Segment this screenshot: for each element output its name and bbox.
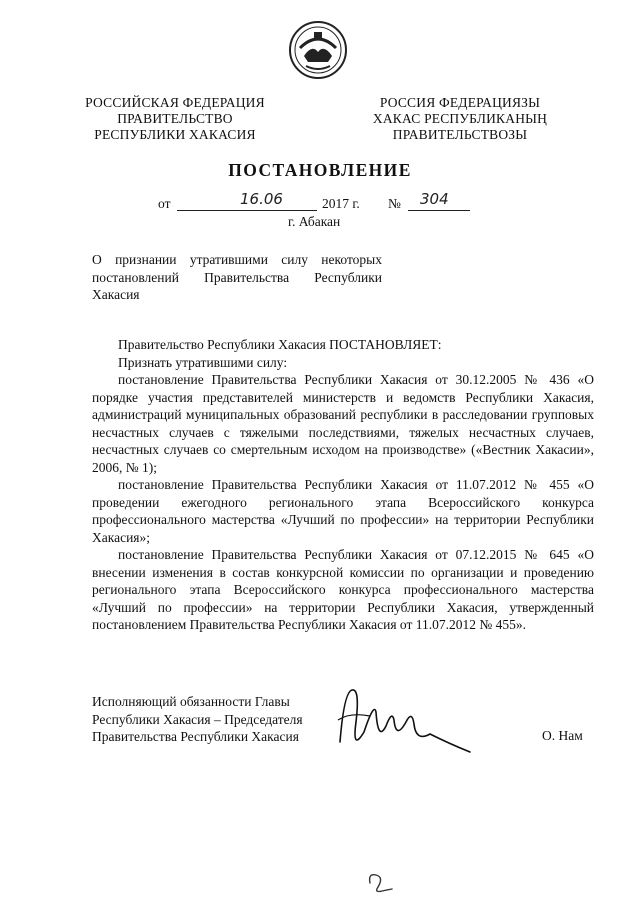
number-handwritten: 304: [420, 190, 449, 208]
document-title: ПОСТАНОВЛЕНИЕ: [228, 160, 412, 180]
date-year: 2017 г.: [322, 196, 360, 211]
body-paragraph: постановление Правительства Республики Хакасия от 07.12.2015 № 645 «О внесении изменения в состав конкурсной комиссии по организации и проведению регионального этапа Всероссийского конкурса профессионального мастерства «Лучший по профессии» на территории Республики Хакасия, утвержденный постановлением Правительства Республики Хакасия от 11.07.2012 № 455».: [92, 547, 594, 632]
header-left: [70, 95, 280, 143]
subject-block: [92, 251, 382, 304]
body-paragraph: Признать утратившими силу:: [118, 354, 288, 370]
header-right-line: ХАКАС РЕСПУБЛИКАНЫҢ: [372, 111, 548, 126]
body-paragraph: постановление Правительства Республики Хакасия от 11.07.2012 № 455 «О проведении ежегодного регионального этапа Всероссийского конкурса профессионального мастерства «Лучший по профессии» на территории Республики Хакасия»;: [92, 477, 594, 545]
signatory-line: Республики Хакасия – Председателя: [92, 711, 303, 727]
subject-line: О признании утратившими силу некоторых: [92, 252, 382, 267]
signatory-line: Исполняющий обязанности Главы: [92, 694, 290, 709]
subject-line: Хакасия: [92, 287, 140, 302]
city: г. Абакан: [288, 214, 341, 229]
header-left-line: ПРАВИТЕЛЬСТВО: [117, 111, 233, 126]
header-left-line: РОССИЙСКАЯ ФЕДЕРАЦИЯ: [85, 95, 265, 110]
document-body: [92, 336, 594, 634]
handwritten-mark-icon: [362, 869, 402, 897]
number-label: №: [388, 196, 401, 211]
coat-of-arms-icon: [288, 20, 348, 80]
body-paragraph: Правительство Республики Хакасия ПОСТАНОВЛЯЕТ:: [118, 337, 442, 352]
header-right-line: РОССИЯ ФЕДЕРАЦИЯЗЫ: [379, 95, 541, 110]
signatory-title: [92, 693, 303, 746]
date-from-label: от: [158, 196, 171, 211]
signatory-line: Правительства Республики Хакасия: [92, 729, 299, 744]
signatory-name: О. Нам: [542, 728, 583, 743]
handwritten-signature-icon: [330, 682, 480, 762]
date-handwritten: 16.06: [240, 190, 283, 208]
subject-line: постановлений Правительства Республики: [92, 269, 382, 285]
header-right-line: ПРАВИТЕЛЬСТВОЗЫ: [392, 127, 528, 142]
header-left-line: РЕСПУБЛИКИ ХАКАСИЯ: [94, 127, 256, 142]
header-right: [355, 95, 565, 143]
body-paragraph: постановление Правительства Республики Хакасия от 30.12.2005 № 436 «О порядке участия представителей министерств и ведомств Республики Хакасия, администраций муниципальных образований республики в расследовании групповых несчастных случаев с тяжелыми последствиями, тяжелых несчастных случаев, несчастных случаев со смертельным исходом на производстве» («Вестник Хакасии», 2006, № 1);: [92, 372, 594, 475]
